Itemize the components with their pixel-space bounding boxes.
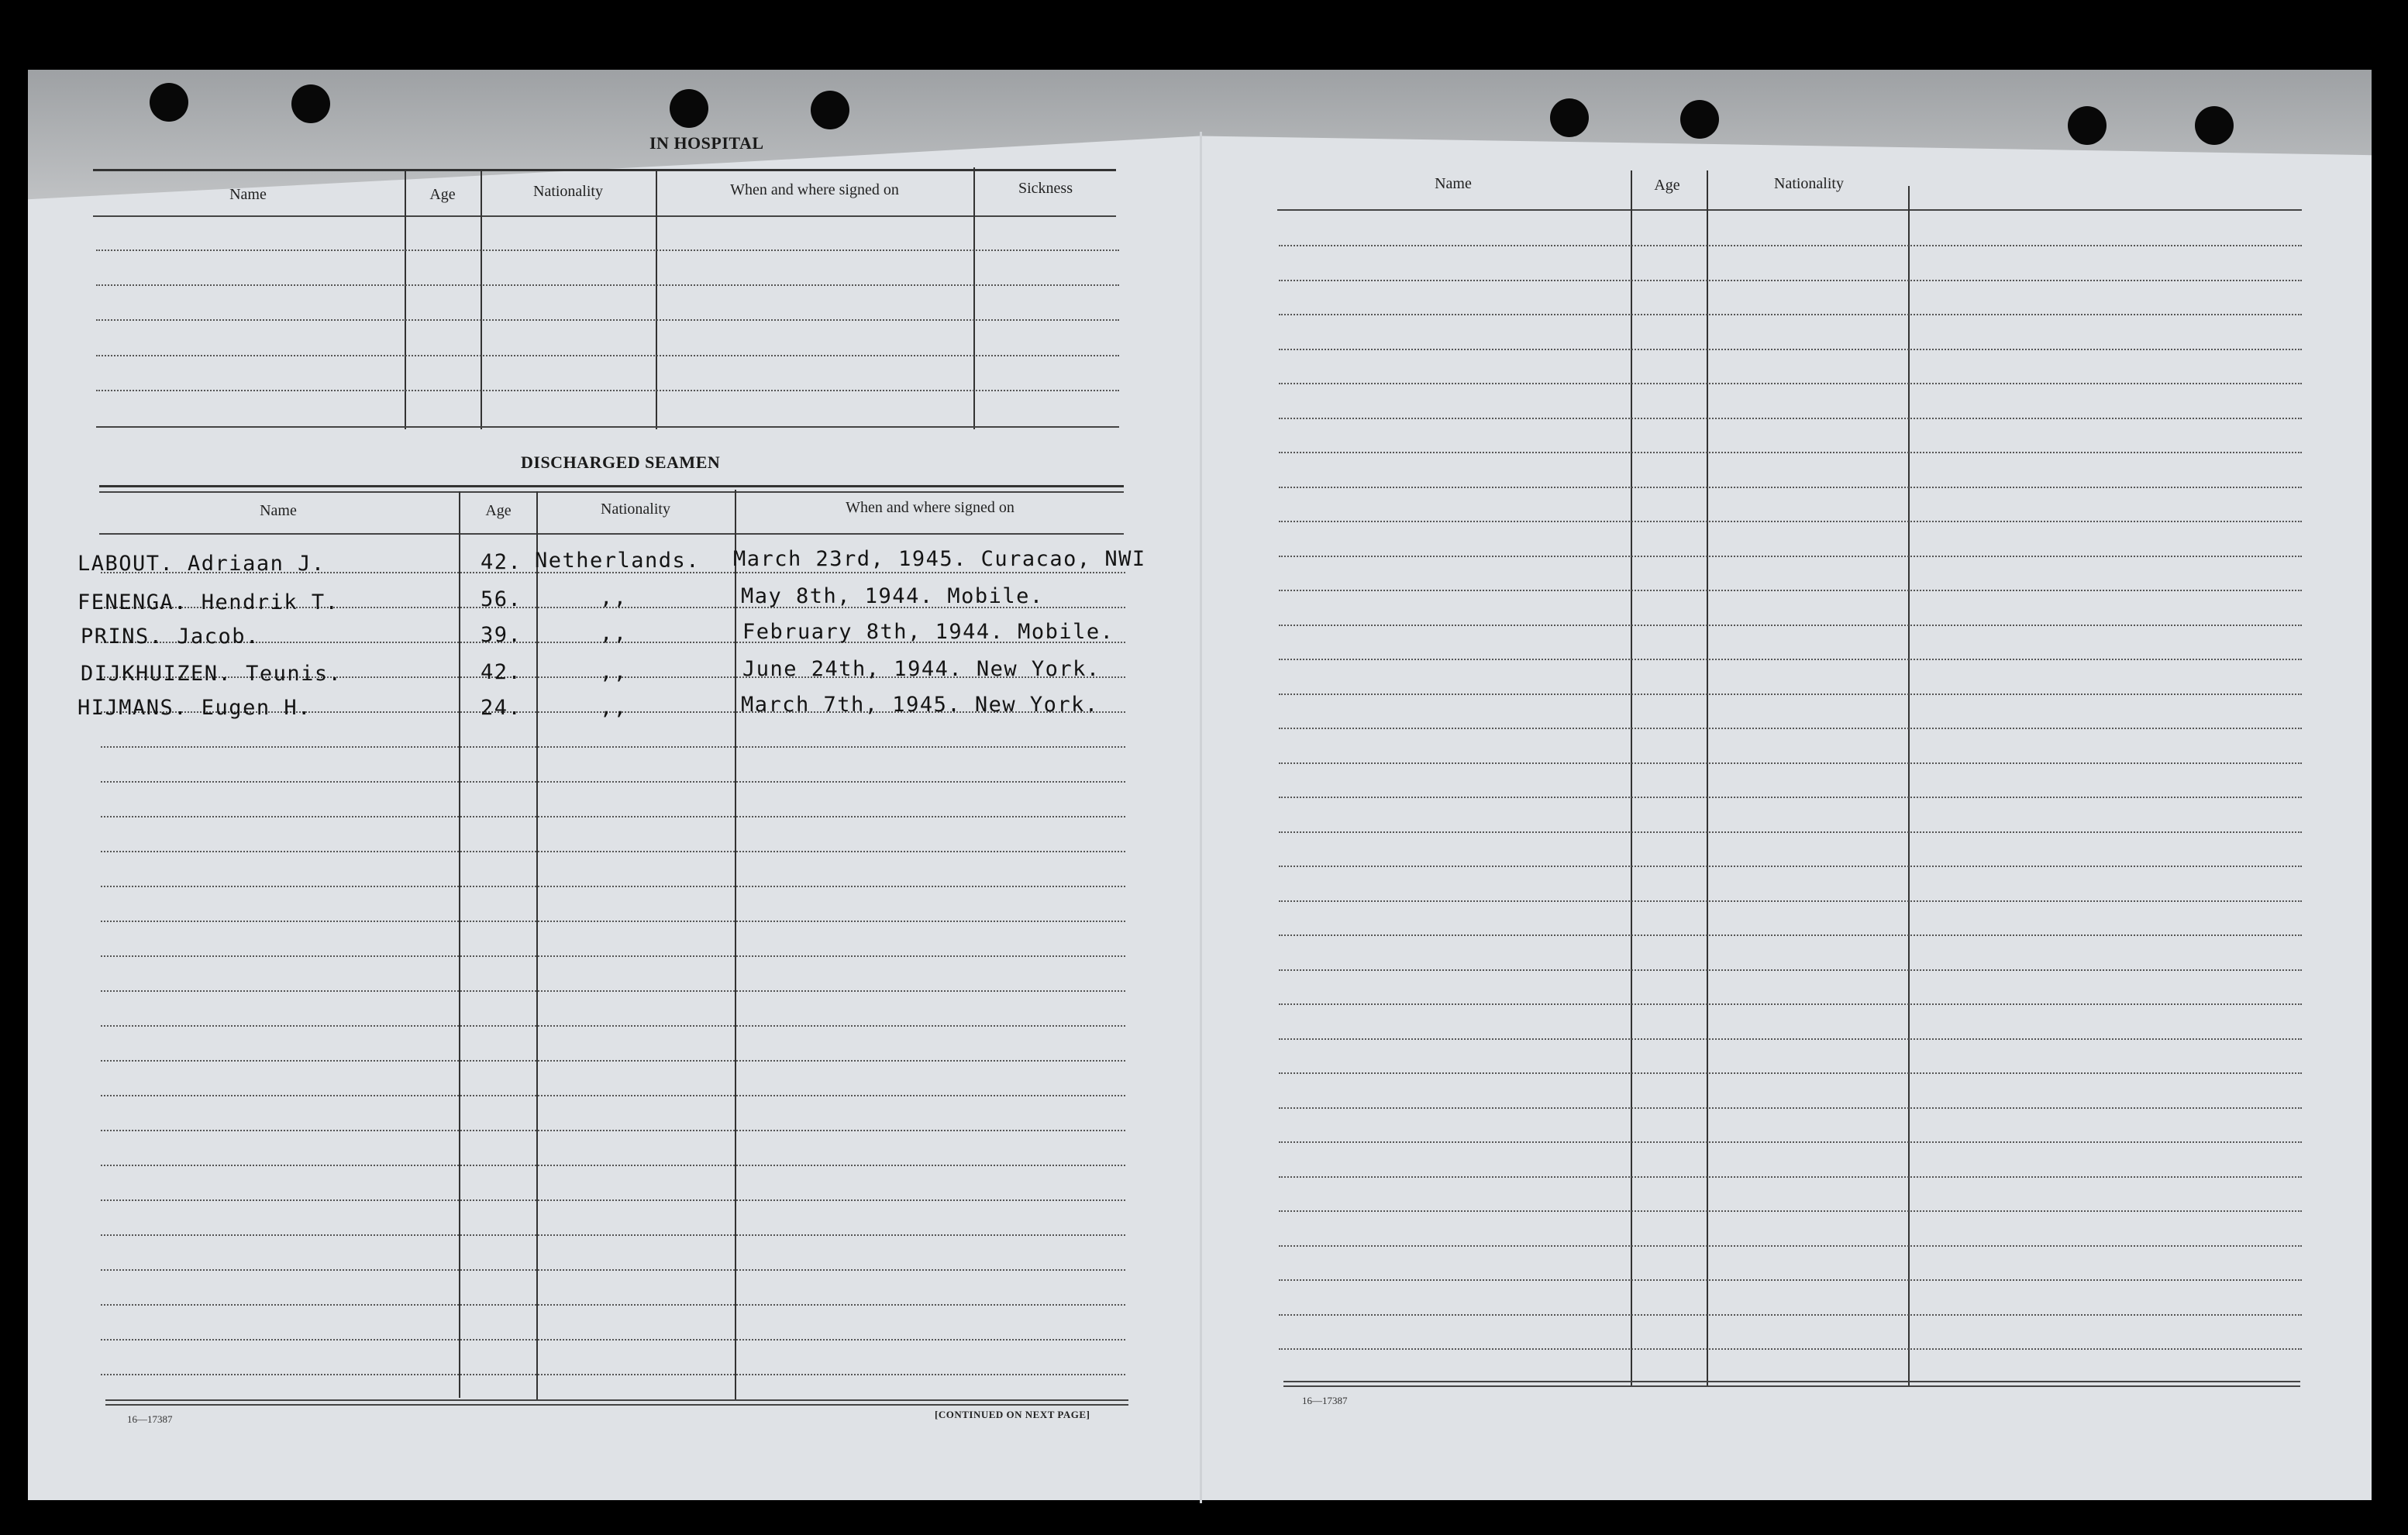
ruled-line	[1279, 280, 2302, 281]
ruled-line	[1279, 1003, 2302, 1005]
ruled-line	[101, 1165, 1125, 1166]
seaman-nationality: Netherlands.	[535, 549, 701, 573]
seaman-nationality: ,,	[600, 621, 628, 645]
seaman-name: PRINS. Jacob.	[81, 625, 260, 649]
discharged-top-rule	[99, 485, 1124, 487]
discharged-top-rule-2	[99, 491, 1124, 493]
seaman-signed-on: May 8th, 1944. Mobile.	[741, 584, 1044, 608]
right-divider	[1631, 170, 1632, 1387]
hospital-row-line	[96, 390, 1119, 391]
seaman-age: 56.	[481, 587, 522, 611]
seaman-signed-on: June 24th, 1944. New York.	[742, 657, 1101, 681]
hospital-row-line	[96, 319, 1119, 321]
discharged-divider	[536, 491, 538, 1399]
ruled-line	[1279, 934, 2302, 936]
ruled-line	[1279, 521, 2302, 522]
ruled-line	[1279, 1314, 2302, 1316]
hospital-row-line	[96, 355, 1119, 356]
punch-hole	[291, 84, 330, 123]
ruled-line	[101, 1374, 1125, 1375]
right-divider	[1908, 186, 1910, 1387]
ruled-line	[1279, 314, 2302, 315]
ruled-line	[1279, 1279, 2302, 1281]
hospital-col-sickness: Sickness	[1018, 180, 1073, 197]
discharged-section-title: DISCHARGED SEAMEN	[521, 453, 721, 472]
seaman-age: 24.	[481, 696, 522, 720]
right-bottom-rule-2	[1283, 1385, 2300, 1387]
ruled-line	[1279, 1176, 2302, 1178]
hospital-col-signed-on: When and where signed on	[730, 181, 899, 198]
ruled-line	[1279, 797, 2302, 798]
ruled-line	[1279, 1210, 2302, 1212]
ruled-line	[1279, 452, 2302, 453]
discharged-divider	[459, 491, 460, 1398]
ruled-line	[1279, 245, 2302, 246]
right-col-name: Name	[1435, 175, 1472, 192]
discharged-col-signed-on: When and where signed on	[846, 499, 1015, 516]
discharged-bottom-rule-2	[105, 1404, 1128, 1406]
ruled-line	[101, 781, 1125, 783]
ruled-line	[101, 990, 1125, 992]
ruled-line	[101, 1339, 1125, 1341]
ruled-line	[1279, 866, 2302, 867]
punch-hole	[2068, 106, 2107, 145]
discharged-divider	[735, 490, 736, 1401]
seaman-signed-on: February 8th, 1944. Mobile.	[742, 620, 1114, 644]
seaman-name: LABOUT. Adriaan J.	[78, 552, 326, 576]
seaman-age: 42.	[481, 550, 522, 574]
seaman-name: FENENGA. Hendrik T.	[78, 590, 339, 614]
ruled-line	[1279, 831, 2302, 833]
seaman-nationality: ,,	[600, 586, 628, 610]
ruled-line	[1279, 969, 2302, 971]
hospital-row-line	[96, 250, 1119, 251]
ruled-line	[101, 886, 1125, 887]
punch-hole	[2195, 106, 2234, 145]
discharged-bottom-rule	[105, 1399, 1128, 1401]
ruled-line	[1279, 1038, 2302, 1040]
seaman-name: HIJMANS. Eugen H.	[78, 696, 312, 720]
ruled-line	[1279, 487, 2302, 488]
seaman-nationality: ,,	[600, 660, 628, 684]
ruled-line	[1279, 762, 2302, 764]
seaman-name: DIJKHUIZEN. Teunis.	[81, 662, 343, 686]
ruled-line	[1279, 659, 2302, 660]
ruled-line	[101, 1095, 1125, 1096]
ruled-line	[1279, 1141, 2302, 1143]
ruled-line	[1279, 418, 2302, 419]
ruled-line	[1279, 1245, 2302, 1247]
ruled-line	[1279, 694, 2302, 695]
ruled-line	[101, 816, 1125, 817]
ruled-line	[1279, 349, 2302, 350]
ruled-line	[1279, 625, 2302, 626]
right-col-age: Age	[1654, 177, 1680, 194]
ruled-line	[1279, 1348, 2302, 1350]
right-form-code: 16—17387	[1302, 1395, 1348, 1406]
right-divider	[1707, 170, 1708, 1387]
ruled-line	[1279, 1072, 2302, 1074]
continued-note: [CONTINUED ON NEXT PAGE]	[935, 1409, 1090, 1420]
punch-hole	[150, 83, 188, 122]
ruled-line	[101, 1304, 1125, 1306]
ruled-line	[1279, 556, 2302, 557]
punch-hole	[1550, 98, 1589, 137]
ruled-line	[1279, 728, 2302, 729]
ruled-line	[101, 851, 1125, 852]
ruled-line	[101, 1025, 1125, 1027]
hospital-bottom-rule	[96, 426, 1119, 428]
ruled-line	[101, 921, 1125, 922]
ruled-line	[1279, 383, 2302, 384]
hospital-col-nationality: Nationality	[533, 183, 603, 200]
ruled-line	[1279, 590, 2302, 591]
ruled-line	[1279, 1107, 2302, 1109]
ruled-line	[101, 955, 1125, 957]
hospital-top-rule	[93, 169, 1116, 171]
hospital-row-line	[96, 284, 1119, 286]
discharged-col-nationality: Nationality	[601, 501, 670, 518]
hospital-header-rule	[93, 215, 1116, 217]
punch-hole	[1680, 100, 1719, 139]
discharged-col-age: Age	[485, 502, 512, 519]
hospital-col-name: Name	[229, 186, 267, 203]
seaman-signed-on: March 7th, 1945. New York.	[741, 693, 1099, 717]
right-header-rule	[1277, 209, 2302, 211]
left-form-code: 16—17387	[127, 1413, 173, 1425]
ruled-line	[101, 746, 1125, 748]
ruled-line	[101, 1130, 1125, 1131]
seaman-nationality: ,,	[600, 696, 628, 720]
punch-hole	[670, 89, 708, 128]
punch-hole	[811, 91, 849, 129]
ruled-line	[1279, 900, 2302, 902]
ruled-line	[101, 1060, 1125, 1062]
hospital-section-title: IN HOSPITAL	[649, 133, 764, 153]
page-fold	[1200, 132, 1202, 1503]
seaman-age: 39.	[481, 623, 522, 647]
ruled-line	[101, 1199, 1125, 1201]
hospital-col-age: Age	[429, 186, 456, 203]
discharged-header-rule	[99, 533, 1124, 535]
ruled-line	[101, 1269, 1125, 1271]
discharged-col-name: Name	[260, 502, 297, 519]
seaman-age: 42.	[481, 660, 522, 684]
right-col-nationality: Nationality	[1774, 175, 1844, 192]
ruled-line	[101, 1234, 1125, 1236]
seaman-signed-on: March 23rd, 1945. Curacao, NWI	[733, 547, 1146, 571]
right-bottom-rule	[1283, 1381, 2300, 1382]
